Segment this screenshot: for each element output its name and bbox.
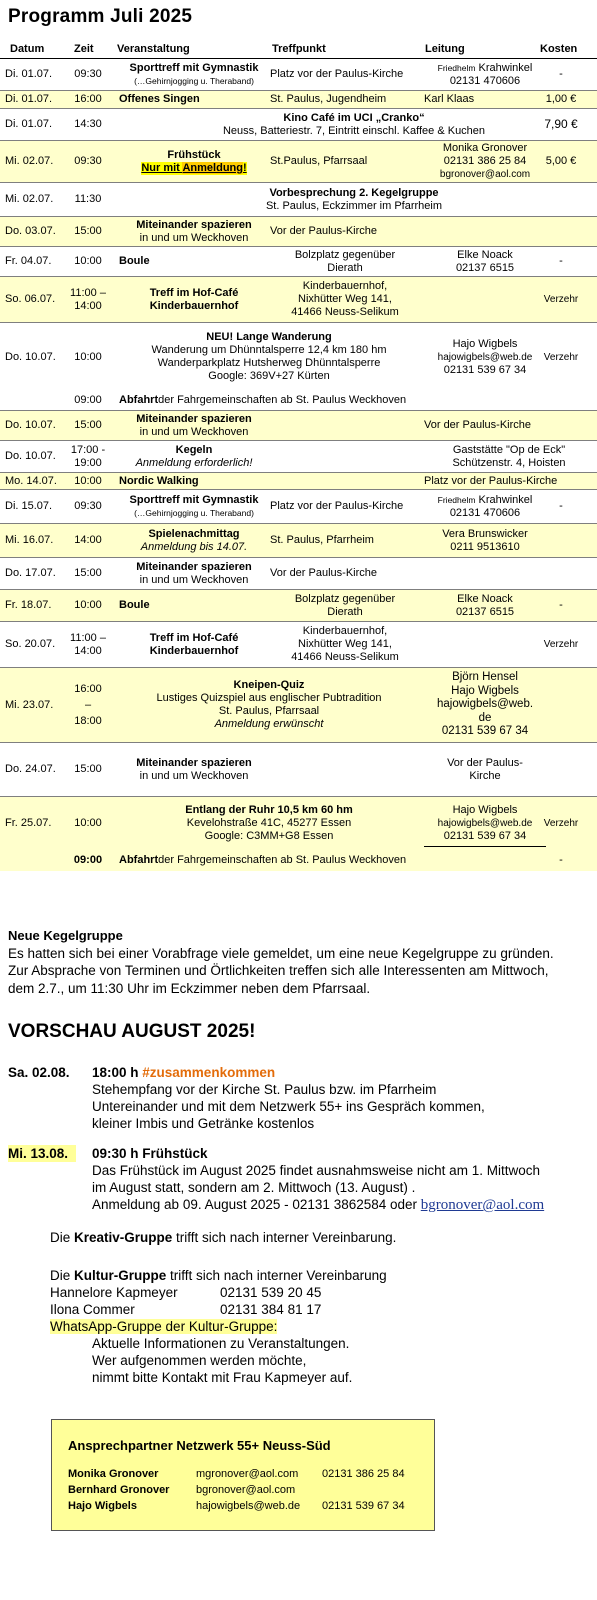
table-row	[0, 473, 597, 490]
time-start: 11:00 –	[70, 286, 106, 299]
header-leitung: Leitung	[425, 43, 465, 55]
event-body	[92, 1064, 592, 1132]
event-detail: St. Paulus, Pfarrsaal	[218, 705, 320, 717]
event-detail: Anmeldung ab 09. August 2025 - 02131 3862584 oder bgronover@aol.com	[92, 1197, 545, 1213]
row-cost: Verzehr	[543, 294, 579, 305]
meeting-line: Bolzplatz gegenüber	[294, 248, 396, 261]
event-title: NEU! Lange Wanderung	[206, 331, 332, 343]
leader-phone: 02131 539 67 34	[441, 725, 529, 738]
event-title: Kegeln	[175, 443, 213, 456]
row-cost: -	[559, 599, 563, 611]
row-cost: Verzehr	[543, 639, 579, 650]
row-time: 15:00	[74, 419, 102, 431]
row-meeting-point	[424, 743, 546, 796]
event-head: 18:00 h #zusammenkommen	[92, 1065, 276, 1080]
row-event	[119, 524, 269, 557]
leader-name: Vera Brunswicker	[442, 527, 528, 540]
row-date: Di. 01.07.	[5, 68, 53, 80]
kreativ-group: Die Kreativ-Gruppe trifft sich nach interner Vereinbarung.	[50, 1230, 397, 1245]
contact-box	[51, 1419, 435, 1531]
row-event	[119, 109, 589, 140]
row-time	[62, 622, 114, 667]
time-end: 14:00	[74, 644, 102, 657]
event-title: Boule	[119, 255, 150, 267]
row-leader	[424, 801, 546, 847]
row-date: Do. 17.07.	[5, 567, 56, 579]
event-detail: Untereinander und mit dem Netzwerk 55+ ins Gespräch kommen,	[92, 1099, 485, 1114]
event-title: Miteinander spazieren	[136, 756, 252, 769]
row-time: 11:30	[74, 193, 102, 205]
event-subtitle: Anmeldung erforderlich!	[135, 456, 253, 469]
row-leader	[424, 247, 546, 276]
event-detail: Wanderung um Dhünntalsperre 12,4 km 180 hm	[151, 344, 387, 356]
leader-phone: 02131 470606	[449, 74, 521, 87]
event-title: Miteinander spazieren	[136, 412, 252, 425]
time-end: 19:00	[74, 456, 102, 469]
meeting-line: Dierath	[327, 605, 363, 618]
row-event	[119, 411, 269, 440]
leader-name: Friedhelm Krahwinkel	[437, 493, 533, 506]
row-time: 09:00	[73, 853, 103, 866]
event-subtitle: in und um Weckhoven	[139, 573, 249, 586]
row-meeting-point: St.Paulus, Pfarrsaal	[270, 155, 368, 167]
contact-name: Monika Gronover	[68, 1468, 159, 1480]
event-subtitle: in und um Weckhoven	[139, 231, 249, 244]
row-meeting-point: Platz vor der Paulus-Kirche	[424, 474, 558, 487]
row-event	[119, 277, 269, 322]
table-row	[0, 141, 597, 183]
row-event: Abfahrt der Fahrgemeinschaften ab St. Paulus Weckhoven	[119, 394, 407, 406]
row-event	[119, 622, 269, 667]
time-end: 18:00	[74, 715, 102, 727]
table-row	[0, 590, 597, 622]
row-meeting-point: Vor der Paulus-Kirche	[270, 567, 377, 579]
leader-phone: 02131 386 25 84	[443, 155, 527, 167]
row-time: 09:00	[74, 394, 102, 406]
table-row	[0, 743, 597, 797]
event-subtitle: Neuss, Batteriestr. 7, Eintritt einschl. Kaffee & Kuchen	[222, 124, 486, 137]
meeting-line: Vor der Paulus-	[447, 756, 523, 769]
table-header	[0, 41, 597, 59]
row-meeting-point: Vor der Paulus-Kirche	[270, 225, 377, 237]
header-kosten: Kosten	[540, 43, 578, 55]
table-row	[0, 490, 597, 524]
table-row	[0, 411, 597, 441]
event-body	[92, 1145, 592, 1214]
whatsapp-text: Wer aufgenommen werden möchte,	[92, 1353, 307, 1368]
row-cost: -	[559, 68, 563, 80]
email-link[interactable]: bgronover@aol.com	[420, 1197, 545, 1213]
row-meeting-point: St. Paulus, Pfarrheim	[270, 534, 374, 546]
event-detail: Das Frühstück im August 2025 findet ausnahmsweise nicht am 1. Mittwoch	[92, 1163, 540, 1178]
row-event	[119, 558, 269, 589]
kegel-text: Zur Absprache von Terminen und Örtlichkeiten treffen sich alle Interessenten am Mittwoch,	[8, 963, 549, 978]
kegel-text: Es hatten sich bei einer Vorabfrage viele gemeldet, um eine neue Kegelgruppe zu gründen.	[8, 945, 554, 961]
kegel-heading: Neue Kegelgruppe	[8, 928, 123, 943]
event-detail: kleiner Imbis und Getränke kostenlos	[92, 1116, 315, 1131]
row-leader	[424, 323, 546, 391]
page-title: Programm Juli 2025	[8, 6, 193, 27]
meeting-line: Bolzplatz gegenüber	[294, 592, 396, 605]
row-leader	[424, 590, 546, 621]
row-date: Fr. 18.07.	[5, 599, 52, 611]
row-event	[119, 490, 269, 523]
contact-phone: 02131 539 67 34	[322, 1500, 405, 1512]
row-meeting-point	[270, 622, 420, 667]
header-veranstaltung: Veranstaltung	[117, 43, 190, 55]
row-date: Fr. 25.07.	[5, 816, 52, 829]
leader-phone: 02131 470606	[449, 506, 521, 519]
table-row	[0, 441, 597, 473]
contact-email[interactable]: mgronover@aol.com	[196, 1468, 299, 1480]
event-title: Sporttreff mit Gymnastik	[129, 61, 259, 74]
table-row	[0, 558, 597, 590]
august-event-2	[8, 1145, 593, 1217]
row-event	[119, 668, 419, 742]
row-date: Di. 01.07.	[5, 118, 53, 130]
event-detail: Stehempfang vor der Kirche St. Paulus bzw. im Pfarrheim	[92, 1082, 437, 1097]
leader-name: Björn Hensel	[452, 671, 518, 684]
contact-email[interactable]: bgronover@aol.com	[196, 1484, 296, 1496]
time-separator: –	[84, 699, 92, 711]
meeting-line: 41466 Neuss-Selikum	[291, 651, 399, 663]
row-meeting-point: Vor der Paulus-Kirche	[424, 419, 531, 431]
table-row	[0, 59, 597, 91]
row-time	[62, 668, 114, 742]
row-event	[119, 797, 419, 849]
row-cost: 1,00 €	[545, 93, 577, 105]
row-meeting-point: Platz vor der Paulus-Kirche	[270, 68, 404, 80]
row-time: 15:00	[74, 763, 102, 775]
contact-name: Hajo Wigbels	[68, 1500, 137, 1512]
row-time: 14:30	[74, 118, 102, 130]
table-row	[0, 91, 597, 109]
row-leader	[424, 141, 546, 182]
row-date: Mi. 23.07.	[5, 698, 54, 711]
whatsapp-text: Aktuelle Informationen zu Veranstaltungen.	[92, 1336, 350, 1351]
leader-name: Karl Klaas	[424, 93, 475, 105]
row-date: So. 20.07.	[5, 638, 56, 650]
row-leader	[424, 490, 546, 523]
leader-email[interactable]: de	[478, 711, 492, 724]
event-title: Nordic Walking	[119, 474, 199, 487]
kultur-contact: Ilona Commer 02131 384 81 17	[50, 1302, 322, 1317]
event-detail: Wanderparkplatz Hutsherweg Dhünntalsperre	[157, 357, 381, 369]
row-event	[119, 217, 269, 246]
table-row	[0, 668, 597, 743]
event-detail: Lustiges Quizspiel aus englischer Pubtradition	[156, 692, 382, 704]
row-leader	[424, 668, 546, 742]
event-title: Kinderbauernhof	[149, 644, 239, 657]
row-event	[119, 743, 269, 796]
row-date: Do. 10.07.	[5, 450, 56, 462]
event-detail: Google: 369V+27 Kürten	[208, 370, 330, 382]
event-title: Entlang der Ruhr 10,5 km 60 hm	[185, 803, 353, 816]
row-date: So. 06.07.	[5, 293, 56, 305]
event-title: Boule	[119, 599, 150, 611]
header-zeit: Zeit	[74, 43, 94, 55]
row-cost: 5,00 €	[545, 155, 577, 167]
meeting-line: Schützenstr. 4, Hoisten	[452, 456, 566, 469]
row-event	[119, 183, 589, 216]
event-title: Vorbesprechung 2. Kegelgruppe	[269, 186, 439, 199]
program-table	[0, 59, 597, 871]
event-title: Kinderbauernhof	[149, 299, 239, 312]
row-date: Mi. 16.07.	[5, 534, 54, 546]
event-date: Mi. 13.08.	[8, 1145, 76, 1162]
row-date: Do. 10.07.	[5, 419, 56, 431]
row-leader	[424, 59, 546, 90]
vorschau-title: VORSCHAU AUGUST 2025!	[8, 1021, 256, 1042]
leader-name: Elke Noack	[457, 248, 513, 261]
event-subtitle: in und um Weckhoven	[139, 425, 249, 438]
meeting-line: 41466 Neuss-Selikum	[291, 306, 399, 318]
row-meeting-point	[270, 277, 420, 322]
time-start: 17:00 -	[70, 443, 106, 456]
event-detail: Google: C3MM+G8 Essen	[204, 829, 334, 842]
row-meeting-point	[424, 441, 594, 472]
table-row	[0, 183, 597, 217]
row-cost: -	[559, 853, 563, 866]
header-datum: Datum	[10, 43, 45, 55]
event-subtitle: Anmeldung bis 14.07.	[140, 540, 248, 553]
event-detail: im August statt, sondern am 2. Mittwoch (13. August) .	[92, 1180, 416, 1195]
event-title: Kneipen-Quiz	[233, 679, 305, 691]
row-date: Do. 24.07.	[5, 763, 56, 775]
leader-phone: 02137 6515	[455, 605, 515, 618]
event-title: Frühstück	[167, 148, 221, 161]
leader-email[interactable]: hajowigbels@web.de	[437, 818, 533, 829]
row-event	[119, 441, 269, 472]
row-event	[119, 141, 269, 182]
row-date: Mi. 02.07.	[5, 155, 54, 167]
event-subtitle: in und um Weckhoven	[139, 769, 249, 782]
leader-name: Hajo Wigbels	[452, 804, 518, 816]
contact-phone: 02131 386 25 84	[322, 1468, 405, 1480]
row-time: 15:00	[74, 225, 102, 237]
row-time: 15:00	[74, 567, 102, 579]
event-date: Sa. 02.08.	[8, 1065, 70, 1080]
meeting-line: Kinderbauernhof,	[302, 625, 388, 637]
leader-phone: 02137 6515	[455, 261, 515, 274]
row-time: 10:00	[74, 599, 102, 611]
row-meeting-point	[270, 590, 420, 621]
row-meeting-point	[270, 247, 420, 276]
table-row	[0, 849, 597, 871]
event-title: Offenes Singen	[119, 93, 200, 105]
row-time: 14:00	[74, 534, 102, 546]
table-row	[0, 277, 597, 323]
leader-phone: 02131 539 67 34	[443, 830, 527, 842]
time-start: 11:00 –	[70, 631, 106, 644]
event-subtitle: St. Paulus, Eckzimmer im Pfarrheim	[265, 199, 443, 212]
contact-email[interactable]: hajowigbels@web.de	[196, 1500, 301, 1512]
kultur-group	[50, 1267, 590, 1386]
whatsapp-heading: WhatsApp-Gruppe der Kultur-Gruppe:	[50, 1319, 278, 1334]
row-cost: 7,90 €	[544, 117, 578, 131]
meeting-line: Nixhütter Weg 141,	[298, 638, 392, 650]
row-date: Di. 15.07.	[5, 500, 53, 512]
row-time: 10:00	[74, 255, 102, 267]
row-leader	[424, 524, 546, 557]
table-row	[0, 797, 597, 849]
row-date: Mi. 02.07.	[5, 193, 54, 205]
row-time: 16:00	[74, 93, 102, 105]
event-subtitle: (…Gehirnjogging u. Theraband)	[134, 75, 254, 86]
event-title: Sporttreff mit Gymnastik	[129, 493, 259, 506]
event-detail: Anmeldung erwünscht	[214, 718, 324, 730]
table-row	[0, 323, 597, 391]
whatsapp-text: nimmt bitte Kontakt mit Frau Kapmeyer auf.	[92, 1370, 353, 1385]
row-meeting-point: Platz vor der Paulus-Kirche	[270, 500, 404, 512]
row-cost: -	[559, 255, 563, 267]
event-detail: Kevelohstraße 41C, 45277 Essen	[186, 816, 352, 829]
row-date: Fr. 04.07.	[5, 255, 52, 267]
row-time: 10:00	[74, 474, 102, 487]
table-row	[0, 622, 597, 668]
row-event	[119, 323, 419, 391]
contact-name: Bernhard Gronover	[68, 1484, 170, 1496]
event-subtitle: (…Gehirnjogging u. Theraband)	[134, 507, 254, 518]
row-event	[119, 59, 269, 90]
row-time: 09:30	[74, 155, 102, 167]
row-time	[62, 277, 114, 322]
leader-name: Friedhelm Krahwinkel	[437, 61, 533, 74]
leader-phone: 0211 9513610	[450, 540, 520, 553]
header-treffpunkt: Treffpunkt	[272, 43, 326, 55]
row-time	[62, 441, 114, 472]
kegel-section	[8, 927, 593, 997]
leader-name: Monika Gronover	[442, 142, 528, 154]
row-date: Mo. 14.07.	[5, 474, 57, 487]
meeting-line: Nixhütter Weg 141,	[298, 293, 392, 305]
row-time: 10:00	[74, 350, 102, 363]
table-row	[0, 109, 597, 141]
row-meeting-point: St. Paulus, Jugendheim	[270, 93, 387, 105]
leader-name: Hajo Wigbels	[452, 337, 518, 350]
kultur-intro: Die Kultur-Gruppe trifft sich nach interner Vereinbarung	[50, 1268, 387, 1283]
time-end: 14:00	[74, 299, 102, 312]
meeting-line: Kinderbauernhof,	[302, 280, 388, 292]
leader-email[interactable]: hajowigbels@web.	[436, 698, 534, 711]
row-cost: Verzehr	[543, 351, 579, 363]
kegel-text: dem 2.7., um 11:30 Uhr im Eckzimmer neben dem Pfarrsaal.	[8, 980, 371, 996]
row-time: 10:00	[74, 816, 102, 829]
table-row	[0, 391, 597, 411]
row-event: Abfahrt der Fahrgemeinschaften ab St. Paulus Weckhoven	[119, 853, 407, 866]
row-cost: -	[559, 500, 563, 512]
event-title: Miteinander spazieren	[136, 218, 252, 231]
registration-note: Nur mit Anmeldung!	[141, 161, 247, 174]
row-date: Do. 03.07.	[5, 225, 56, 237]
event-title: Kino Café im UCI „Cranko“	[283, 111, 425, 124]
event-title: Spielenachmittag	[148, 527, 240, 540]
row-time: 09:30	[74, 68, 102, 80]
kultur-contact: Hannelore Kapmeyer 02131 539 20 45	[50, 1285, 322, 1300]
leader-name: Hajo Wigbels	[451, 684, 519, 697]
meeting-line: Gaststätte "Op de Eck"	[452, 443, 566, 456]
contact-heading: Ansprechpartner Netzwerk 55+ Neuss-Süd	[68, 1438, 331, 1453]
event-head: 09:30 h Frühstück	[92, 1146, 208, 1161]
leader-phone: 02131 539 67 34	[443, 363, 527, 376]
event-title: Miteinander spazieren	[136, 560, 252, 573]
event-title: Treff im Hof-Café	[149, 631, 239, 644]
event-title: Treff im Hof-Café	[149, 286, 239, 299]
row-date: Do. 10.07.	[5, 350, 56, 363]
row-date: Di. 01.07.	[5, 93, 53, 105]
table-row	[0, 217, 597, 247]
row-cost: Verzehr	[543, 817, 579, 829]
leader-email[interactable]: bgronover@aol.com	[439, 169, 531, 180]
table-row	[0, 524, 597, 558]
meeting-line: Dierath	[327, 261, 363, 274]
row-time: 09:30	[74, 500, 102, 512]
august-event-1	[8, 1064, 593, 1134]
leader-email[interactable]: hajowigbels@web.de	[437, 351, 533, 363]
leader-name: Elke Noack	[457, 592, 513, 605]
time-start: 16:00	[74, 683, 102, 695]
table-row	[0, 247, 597, 277]
meeting-line: Kirche	[469, 769, 501, 782]
